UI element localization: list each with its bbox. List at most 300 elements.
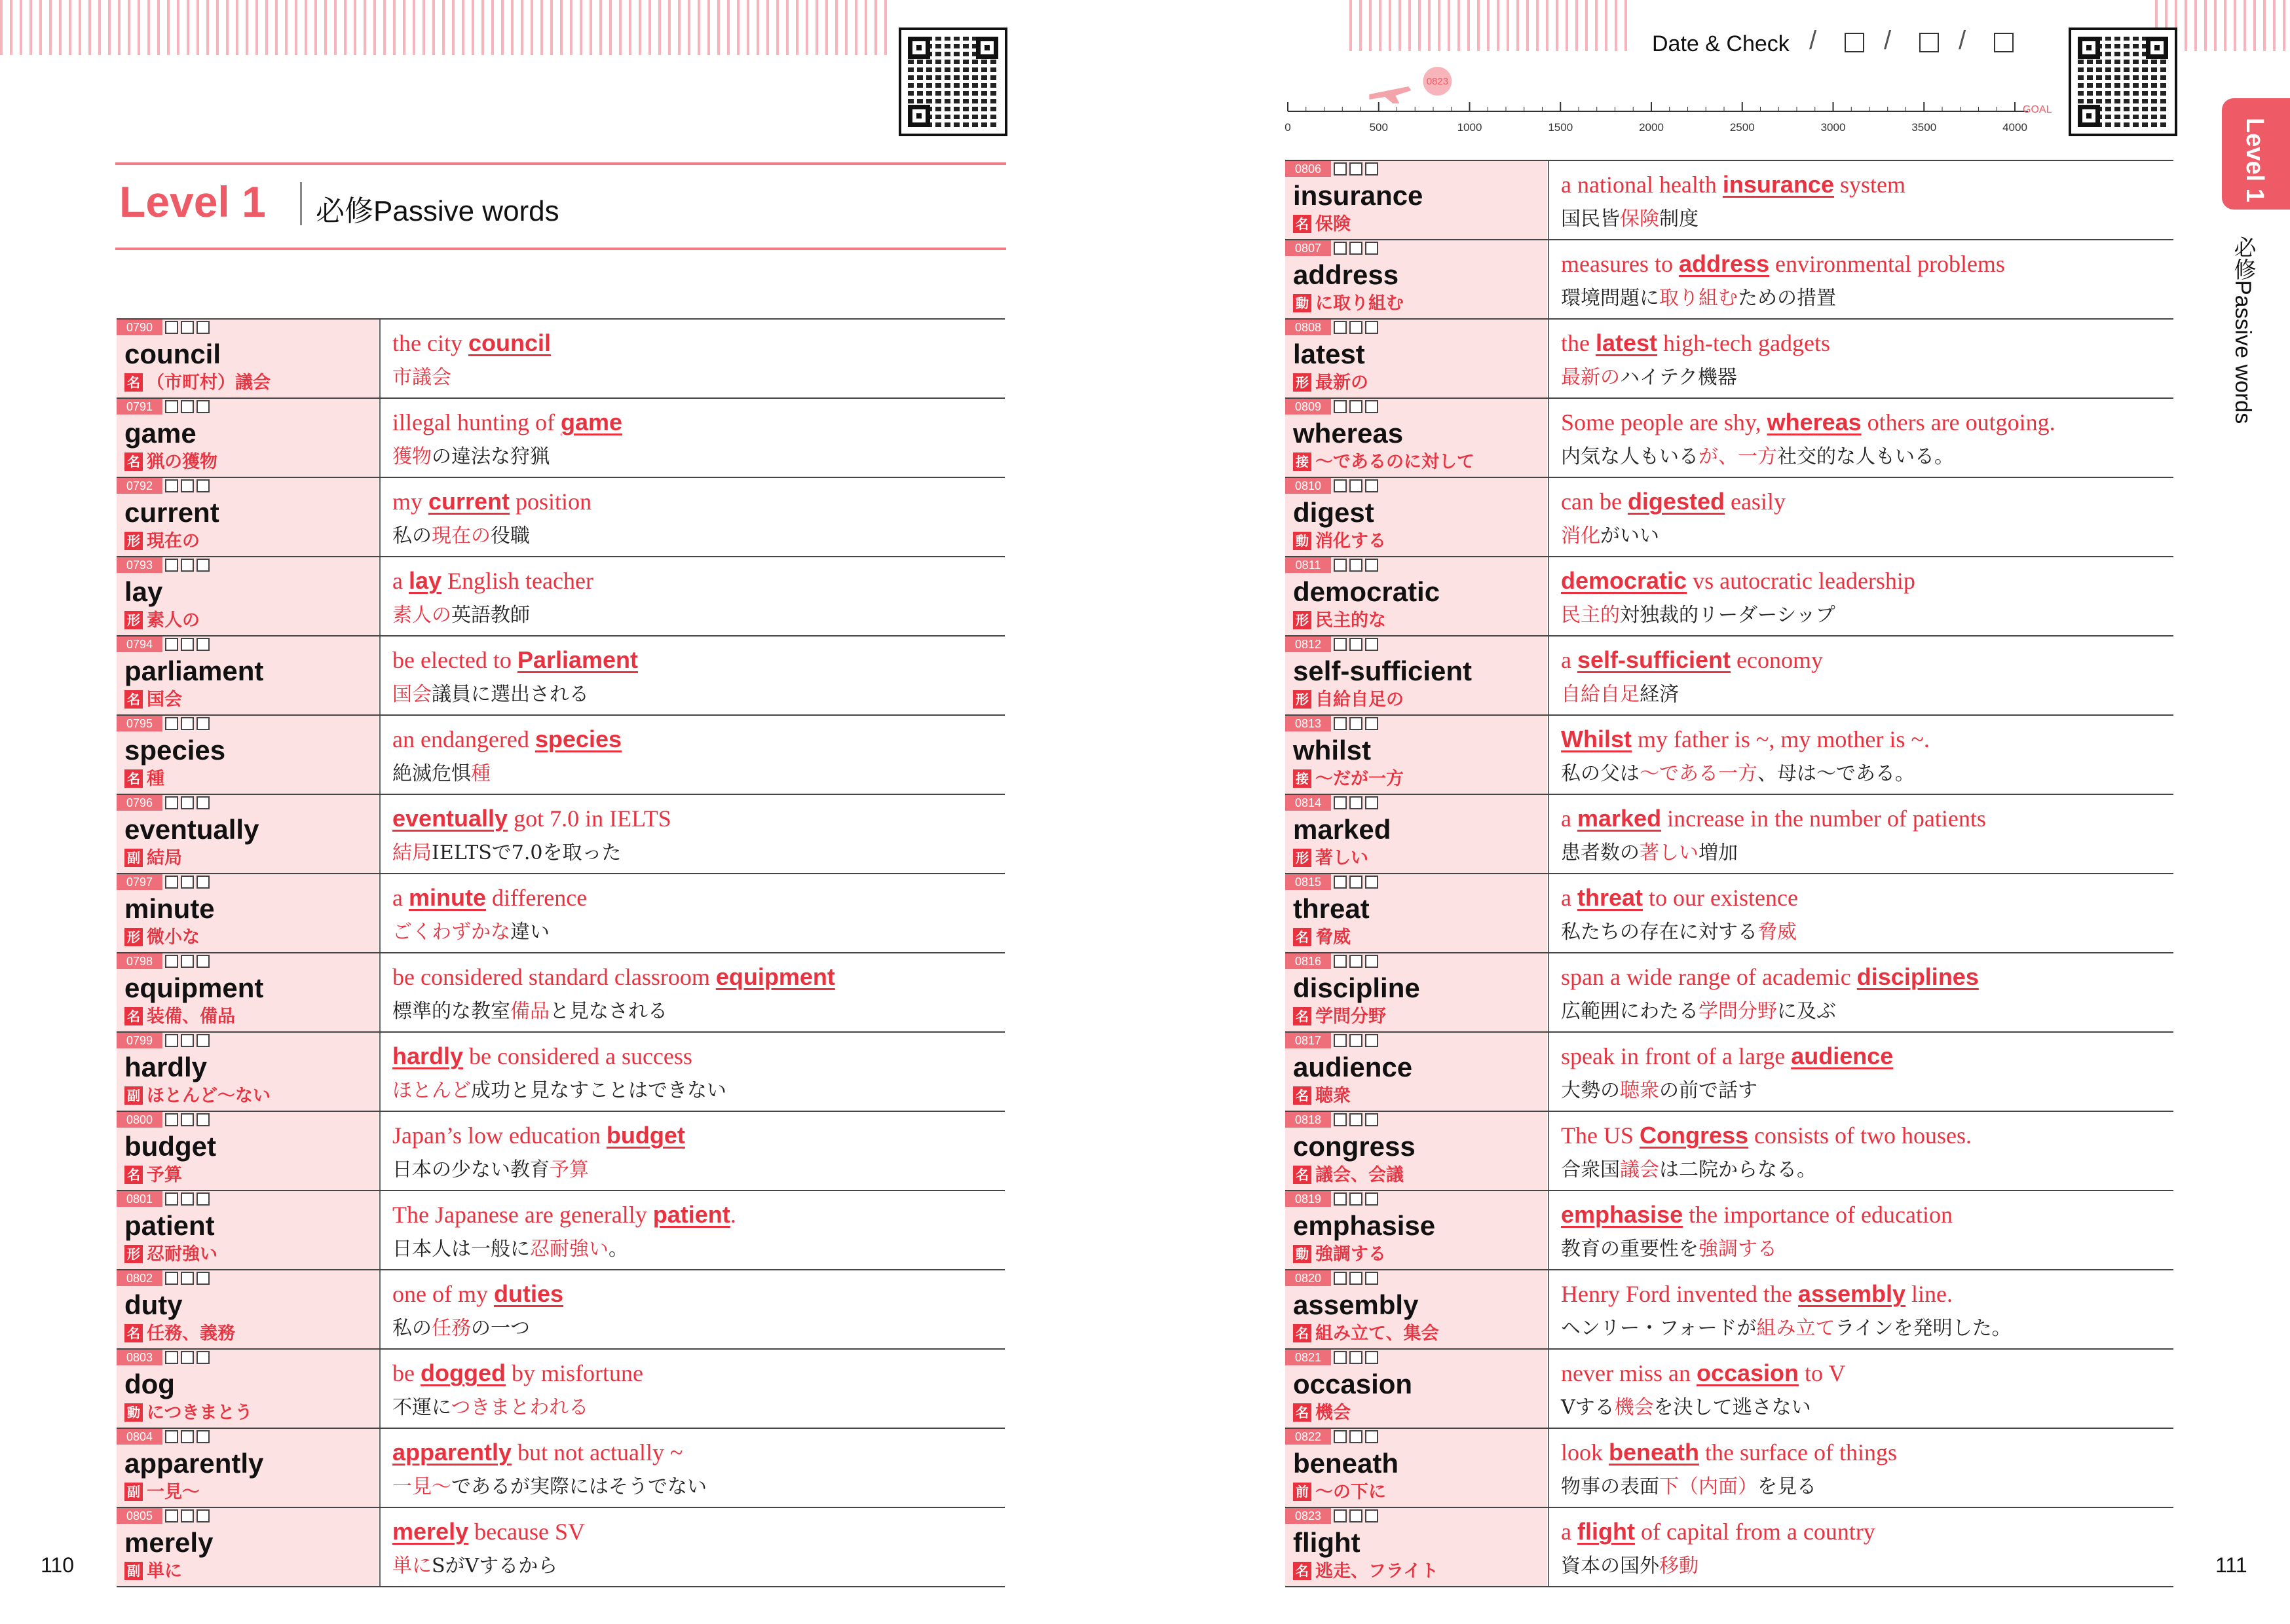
check-box[interactable]: [1334, 400, 1347, 413]
entry-example-cell: [1548, 953, 2173, 1031]
example-phrase: [392, 1438, 683, 1467]
entry-number: 0799: [117, 1033, 162, 1048]
check-box[interactable]: [1365, 1113, 1378, 1126]
word-entry: [1285, 1428, 2173, 1507]
example-keyword: hardly: [392, 1043, 464, 1069]
check-box[interactable]: [181, 1430, 194, 1443]
example-keyword: species: [535, 726, 622, 752]
example-keyword: insurance: [1722, 171, 1834, 198]
entry-example-cell: [379, 1429, 1005, 1507]
entry-number: 0796: [117, 795, 162, 811]
translation-keyword: 国会: [392, 683, 432, 706]
meaning-text: 種: [147, 769, 164, 789]
check-box[interactable]: [1349, 479, 1362, 492]
translation-post: SがVするから: [432, 1555, 558, 1578]
headword: threat: [1293, 893, 1370, 924]
ruler-tick-label: 3000: [1820, 121, 1846, 134]
check-box[interactable]: [1349, 638, 1362, 651]
check-box[interactable]: [197, 1351, 210, 1364]
headword: digest: [1293, 497, 1374, 528]
headword: hardly: [124, 1052, 208, 1082]
check-box[interactable]: [1334, 1192, 1347, 1206]
example-pre: one of my: [392, 1281, 494, 1307]
word-entry: [1285, 794, 2173, 873]
translation-keyword: 単に: [392, 1555, 432, 1578]
headword: lay: [124, 576, 163, 607]
translation-keyword: 聴衆: [1620, 1079, 1659, 1102]
check-box[interactable]: [197, 1430, 210, 1443]
word-entry: [117, 1269, 1005, 1348]
entry-number: 0791: [117, 399, 162, 415]
translation-keyword: 自給自足: [1561, 683, 1640, 706]
meaning: [1293, 847, 1368, 870]
example-pre: measures to: [1561, 251, 1679, 277]
part-of-speech-badge: 名: [124, 769, 143, 788]
entry-example-cell: [1548, 637, 2173, 714]
headword: equipment: [124, 972, 264, 1003]
entry-example-cell: [379, 1270, 1005, 1348]
check-box[interactable]: [197, 717, 210, 730]
entry-example-cell: [1548, 1508, 2173, 1586]
example-pre: span a wide range of academic: [1561, 964, 1857, 990]
check-box[interactable]: [1365, 796, 1378, 809]
translation-post: 役職: [491, 525, 530, 547]
translation-keyword: 種: [471, 762, 491, 785]
check-box[interactable]: [1334, 1272, 1347, 1285]
qr-code-left[interactable]: [899, 28, 1007, 136]
check-box[interactable]: [1349, 1351, 1362, 1364]
check-box[interactable]: [1349, 321, 1362, 334]
check-box[interactable]: [165, 717, 178, 730]
ruler-tick-label: 2500: [1729, 121, 1755, 134]
check-box[interactable]: [1365, 1034, 1378, 1047]
check-box[interactable]: [165, 400, 178, 413]
check-box[interactable]: [1365, 717, 1378, 730]
check-box[interactable]: [181, 400, 194, 413]
entry-word-cell: [1285, 1191, 1547, 1269]
check-box[interactable]: [1334, 1034, 1347, 1047]
translation-keyword: 市議会: [392, 366, 451, 389]
date-check-box-1[interactable]: [1845, 33, 1864, 52]
check-box[interactable]: [1365, 1351, 1378, 1364]
example-keyword: disciplines: [1856, 963, 1979, 990]
example-phrase: [1561, 170, 1905, 199]
translation: [1561, 1237, 1777, 1262]
headword: budget: [124, 1131, 216, 1162]
example-pre: a: [1561, 885, 1577, 911]
translation-pre: 大勢の: [1561, 1079, 1620, 1102]
check-box[interactable]: [165, 321, 178, 334]
part-of-speech-badge: 名: [1293, 1086, 1311, 1105]
check-box[interactable]: [1365, 638, 1378, 651]
check-box[interactable]: [197, 638, 210, 651]
check-box[interactable]: [165, 1192, 178, 1206]
meaning-text: 装備、備品: [147, 1006, 235, 1027]
word-entry: [1285, 1031, 2173, 1111]
translation: [1561, 286, 1836, 311]
level-title: Level 1: [119, 177, 266, 226]
list-end-rule: [1285, 1586, 2173, 1587]
example-phrase: [1561, 1121, 1972, 1150]
part-of-speech-badge: 名: [124, 1166, 143, 1184]
check-box[interactable]: [181, 1509, 194, 1522]
meaning: [1293, 1560, 1438, 1583]
check-box[interactable]: [197, 876, 210, 889]
check-box[interactable]: [1349, 242, 1362, 255]
example-phrase: [392, 646, 638, 674]
translation-keyword: 忍耐強い: [530, 1238, 609, 1261]
entry-word-cell: [117, 557, 379, 635]
check-box[interactable]: [197, 559, 210, 572]
example-pre: a: [1561, 647, 1577, 673]
check-box[interactable]: [197, 1034, 210, 1047]
word-list-left: [117, 318, 1005, 1586]
translation-post: 、母は〜である。: [1757, 762, 1915, 785]
meaning: [1293, 1006, 1386, 1028]
example-phrase: [1561, 1359, 1845, 1388]
headword: assembly: [1293, 1289, 1419, 1320]
example-pre: Some people are shy,: [1561, 409, 1767, 435]
meaning-text: 単に: [147, 1561, 182, 1581]
example-phrase: [1561, 1200, 1953, 1229]
headword: insurance: [1293, 180, 1423, 211]
entry-number: 0811: [1285, 557, 1331, 573]
entry-word-cell: [1285, 320, 1547, 397]
check-box[interactable]: [181, 876, 194, 889]
entry-word-cell: [117, 795, 379, 873]
check-box[interactable]: [1365, 162, 1378, 175]
check-box[interactable]: [181, 638, 194, 651]
check-box[interactable]: [1349, 876, 1362, 889]
translation: [1561, 682, 1679, 707]
translation-post: 増加: [1699, 841, 1738, 864]
headword: merely: [124, 1527, 214, 1558]
part-of-speech-badge: 名: [1293, 1166, 1311, 1184]
meaning-text: 学問分野: [1315, 1006, 1386, 1027]
word-entry: [117, 952, 1005, 1031]
translation-post: を決して逃さない: [1653, 1396, 1811, 1419]
headword: whereas: [1293, 418, 1404, 449]
page-number-right: 111: [2215, 1553, 2247, 1577]
check-box[interactable]: [1349, 1509, 1362, 1522]
check-box[interactable]: [1349, 400, 1362, 413]
meaning: [124, 610, 200, 632]
meaning: [124, 530, 200, 553]
check-box[interactable]: [165, 638, 178, 651]
meaning-text: 現在の: [147, 531, 200, 551]
check-box[interactable]: [181, 955, 194, 968]
check-box[interactable]: [197, 1272, 210, 1285]
part-of-speech-badge: 名: [1293, 928, 1311, 946]
meaning: [1293, 1402, 1351, 1424]
example-keyword: address: [1678, 250, 1770, 277]
example-keyword: marked: [1577, 805, 1662, 832]
check-box[interactable]: [1349, 1192, 1362, 1206]
meaning: [124, 451, 217, 473]
word-entry: [117, 714, 1005, 794]
translation-post: 対独裁的リーダーシップ: [1620, 604, 1835, 627]
date-check-box-3[interactable]: [1994, 33, 2014, 52]
check-box[interactable]: [1365, 955, 1378, 968]
translation-keyword: 民主的: [1561, 604, 1620, 627]
entry-word-cell: [1285, 161, 1547, 239]
word-entry: [117, 1031, 1005, 1111]
title-separator: [300, 182, 302, 225]
translation-keyword: 下（内面）: [1659, 1475, 1757, 1498]
check-box[interactable]: [1365, 1192, 1378, 1206]
example-post: got 7.0 in IELTS: [508, 805, 671, 832]
headword: latest: [1293, 339, 1365, 369]
check-box[interactable]: [1334, 242, 1347, 255]
entry-number: 0795: [117, 716, 162, 731]
check-box[interactable]: [1334, 1351, 1347, 1364]
check-box[interactable]: [181, 796, 194, 809]
check-box[interactable]: [1365, 321, 1378, 334]
check-box[interactable]: [1365, 559, 1378, 572]
translation: [1561, 920, 1797, 945]
check-box[interactable]: [165, 1430, 178, 1443]
example-post: to our existence: [1643, 885, 1798, 911]
check-box[interactable]: [1334, 479, 1347, 492]
example-phrase: [392, 725, 622, 754]
ruler-tick-label: 1500: [1548, 121, 1573, 134]
entry-word-cell: [117, 874, 379, 952]
headword: apparently: [124, 1448, 264, 1479]
meaning-text: 結局: [147, 848, 182, 868]
example-keyword: audience: [1791, 1043, 1894, 1069]
entry-word-cell: [1285, 1270, 1547, 1348]
check-box[interactable]: [1334, 1430, 1347, 1443]
check-box[interactable]: [165, 876, 178, 889]
entry-number: 0810: [1285, 478, 1331, 494]
check-box[interactable]: [181, 1113, 194, 1126]
example-post: increase in the number of patients: [1661, 805, 1986, 832]
check-box[interactable]: [165, 1509, 178, 1522]
check-box[interactable]: [1334, 796, 1347, 809]
meaning-text: 強調する: [1315, 1244, 1386, 1264]
meaning: [1293, 293, 1404, 315]
check-box[interactable]: [181, 717, 194, 730]
translation-pre: 私の父は: [1561, 762, 1640, 785]
entry-number: 0800: [117, 1112, 162, 1128]
translation: [392, 1079, 726, 1103]
check-box[interactable]: [165, 1113, 178, 1126]
meaning: [124, 1323, 235, 1345]
check-box[interactable]: [1349, 1272, 1362, 1285]
check-box[interactable]: [1349, 955, 1362, 968]
check-box[interactable]: [1349, 559, 1362, 572]
check-box[interactable]: [197, 400, 210, 413]
example-phrase: [392, 408, 622, 437]
translation-post: は二院からなる。: [1659, 1158, 1816, 1181]
part-of-speech-badge: 名: [124, 1324, 143, 1342]
example-phrase: [1561, 804, 1986, 833]
check-box[interactable]: [1334, 321, 1347, 334]
word-entry: [117, 397, 1005, 477]
translation: [392, 1237, 628, 1262]
word-entry: [117, 794, 1005, 873]
check-box[interactable]: [1334, 559, 1347, 572]
entry-word-cell: [117, 1112, 379, 1190]
word-entry: [117, 477, 1005, 556]
check-box[interactable]: [1334, 638, 1347, 651]
check-box[interactable]: [1334, 955, 1347, 968]
translation-keyword: 予算: [550, 1158, 589, 1181]
translation-keyword: 強調する: [1699, 1238, 1777, 1261]
example-post: line.: [1905, 1281, 1953, 1307]
example-pre: The Japanese are generally: [392, 1202, 653, 1228]
example-post: consists of two houses.: [1748, 1122, 1972, 1149]
check-box[interactable]: [1365, 1272, 1378, 1285]
check-box[interactable]: [181, 1034, 194, 1047]
check-box[interactable]: [1365, 1509, 1378, 1522]
check-box[interactable]: [197, 1192, 210, 1206]
entry-word-cell: [1285, 1112, 1547, 1190]
ruler-tick-label: 3500: [1911, 121, 1937, 134]
example-keyword: dogged: [420, 1359, 506, 1386]
check-box[interactable]: [181, 1351, 194, 1364]
check-box[interactable]: [165, 479, 178, 492]
check-box[interactable]: [1349, 1034, 1362, 1047]
meaning-text: （市町村）議会: [147, 373, 271, 393]
entry-example-cell: [1548, 1350, 2173, 1428]
entry-example-cell: [379, 1350, 1005, 1428]
check-box[interactable]: [1365, 400, 1378, 413]
check-box[interactable]: [181, 559, 194, 572]
translation-pre: ヘンリー・フォードが: [1561, 1317, 1757, 1340]
translation-keyword: 獲物: [392, 445, 432, 468]
qr-code-right[interactable]: [2069, 28, 2177, 136]
entry-number: 0794: [117, 637, 162, 652]
translation: [392, 1554, 557, 1579]
meaning-text: 脅威: [1315, 927, 1351, 948]
check-box[interactable]: [1349, 1113, 1362, 1126]
headword: current: [124, 497, 219, 528]
meaning: [124, 847, 182, 870]
check-box[interactable]: [1349, 162, 1362, 175]
word-entry: [1285, 635, 2173, 714]
example-keyword: equipment: [715, 963, 835, 990]
check-box[interactable]: [181, 321, 194, 334]
check-box[interactable]: [197, 1113, 210, 1126]
check-box[interactable]: [1334, 717, 1347, 730]
check-box[interactable]: [165, 1034, 178, 1047]
example-keyword: flight: [1577, 1518, 1635, 1545]
entry-word-cell: [117, 637, 379, 714]
check-box[interactable]: [1349, 717, 1362, 730]
headword: democratic: [1293, 576, 1440, 607]
check-box[interactable]: [1365, 876, 1378, 889]
check-box[interactable]: [165, 796, 178, 809]
translation-keyword: ごくわずかな: [392, 921, 510, 944]
translation: [392, 841, 622, 866]
check-box[interactable]: [1365, 1430, 1378, 1443]
check-box[interactable]: [165, 1272, 178, 1285]
check-box[interactable]: [197, 1509, 210, 1522]
translation: [1561, 999, 1836, 1024]
translation-pre: Vする: [1561, 1396, 1615, 1419]
example-keyword: duties: [493, 1280, 563, 1307]
entry-word-cell: [1285, 1033, 1547, 1111]
translation-post: であるが実際にはそうでない: [451, 1475, 707, 1498]
check-box[interactable]: [165, 559, 178, 572]
entry-number: 0813: [1285, 716, 1331, 731]
entry-word-cell: [117, 1429, 379, 1507]
check-box[interactable]: [165, 955, 178, 968]
check-box[interactable]: [1334, 876, 1347, 889]
meaning-text: 予算: [147, 1165, 182, 1185]
meaning-text: 素人の: [147, 610, 200, 631]
word-entry: [1285, 1111, 2173, 1190]
part-of-speech-badge: 副: [124, 849, 143, 867]
check-box[interactable]: [1349, 1430, 1362, 1443]
check-box[interactable]: [1365, 479, 1378, 492]
check-box[interactable]: [1334, 1509, 1347, 1522]
translation-pre: 内気な人もいる: [1561, 445, 1699, 468]
translation-post: 英語教師: [451, 604, 530, 627]
part-of-speech-badge: 名: [1293, 1403, 1311, 1422]
entry-word-cell: [117, 399, 379, 477]
meaning: [1293, 530, 1386, 553]
translation: [392, 445, 550, 470]
headword: emphasise: [1293, 1210, 1436, 1241]
check-box[interactable]: [181, 479, 194, 492]
check-box[interactable]: [181, 1272, 194, 1285]
check-box[interactable]: [197, 796, 210, 809]
entry-number: 0820: [1285, 1270, 1331, 1286]
entry-example-cell: [1548, 1191, 2173, 1269]
example-phrase: [392, 883, 587, 912]
entry-number: 0814: [1285, 795, 1331, 811]
example-keyword: current: [428, 488, 510, 515]
example-pre: be: [392, 1360, 421, 1386]
check-box[interactable]: [1334, 1113, 1347, 1126]
check-box[interactable]: [197, 321, 210, 334]
translation-post: 成功と見なすことはできない: [471, 1079, 726, 1102]
entry-number: 0823: [1285, 1508, 1331, 1524]
check-box[interactable]: [1334, 162, 1347, 175]
translation-post: 違い: [510, 921, 550, 944]
translation-keyword: つきまとわれる: [451, 1396, 589, 1419]
example-post: .: [730, 1202, 736, 1228]
check-box[interactable]: [181, 1192, 194, 1206]
date-check-box-2[interactable]: [1919, 33, 1939, 52]
check-box[interactable]: [165, 1351, 178, 1364]
part-of-speech-badge: 形: [124, 1245, 143, 1263]
translation-keyword: 現在の: [432, 525, 491, 547]
check-box[interactable]: [197, 479, 210, 492]
entry-example-cell: [379, 953, 1005, 1031]
check-box[interactable]: [1365, 242, 1378, 255]
headword: council: [124, 339, 221, 369]
entry-example-cell: [379, 637, 1005, 714]
part-of-speech-badge: 名: [124, 373, 143, 392]
example-pre: Henry Ford invented the: [1561, 1281, 1798, 1307]
translation-pre: 日本人は一般に: [392, 1238, 530, 1261]
translation-keyword: 組み立て: [1756, 1317, 1835, 1340]
entry-number: 0819: [1285, 1191, 1331, 1207]
ruler-tick-label: 0: [1285, 121, 1291, 134]
entry-number: 0801: [117, 1191, 162, 1207]
check-box[interactable]: [197, 955, 210, 968]
example-pre: can be: [1561, 489, 1628, 515]
headword: patient: [124, 1210, 215, 1241]
word-entry: [117, 1348, 1005, 1428]
translation-keyword: 備品: [510, 1000, 550, 1023]
check-box[interactable]: [1349, 796, 1362, 809]
word-entry: [117, 1111, 1005, 1190]
word-list-right: [1285, 160, 2173, 1586]
